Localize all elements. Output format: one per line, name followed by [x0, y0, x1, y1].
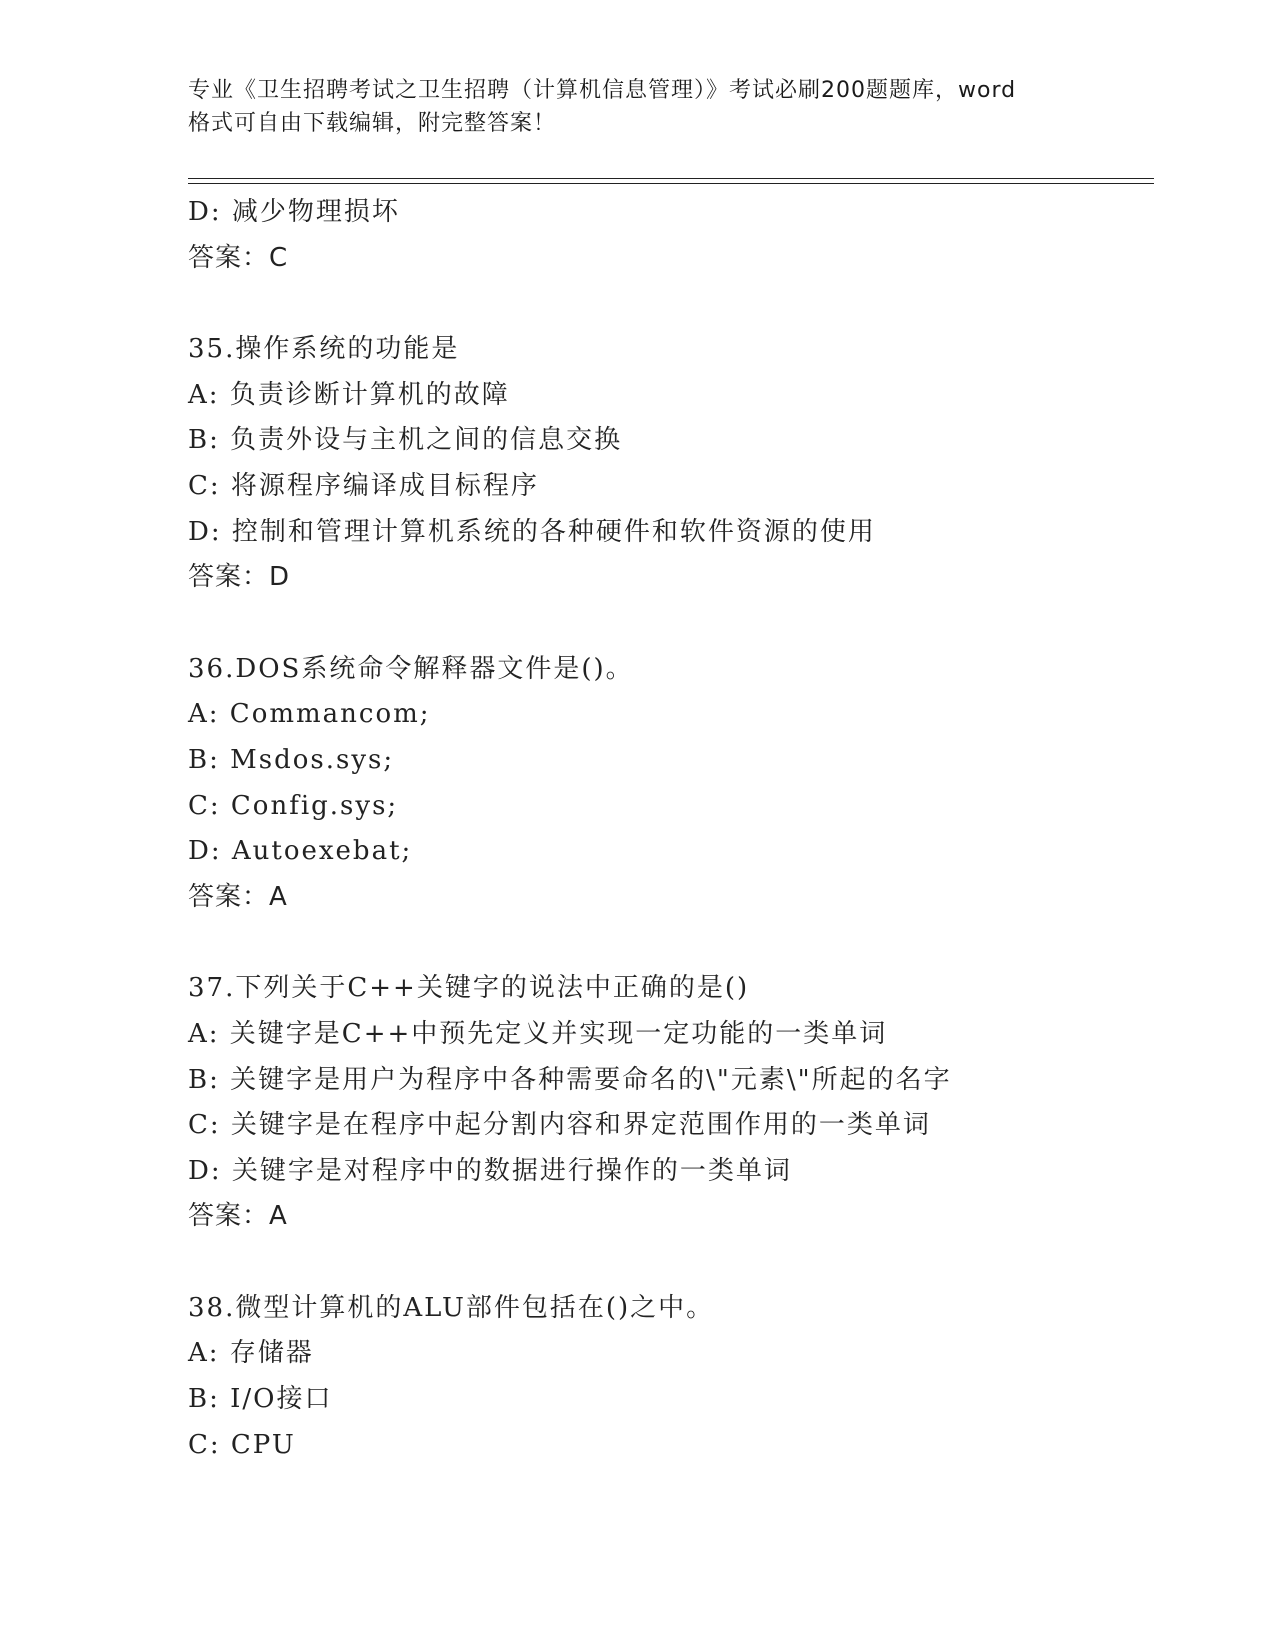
option-d: D: Autoexebat;: [188, 836, 413, 867]
document-body: [188, 190, 1148, 1468]
answer-value: D: [269, 562, 290, 593]
answer-value: A: [269, 1201, 287, 1232]
option-a: A: Commancom;: [188, 699, 431, 730]
option-b: B: 关键字是用户为程序中各种需要命名的\"元素\"所起的名字: [188, 1064, 952, 1095]
answer-value: C: [269, 242, 288, 273]
question-answer: [188, 875, 1148, 921]
option-b: B: I/O接口: [188, 1384, 333, 1415]
question-stem: 38.微型计算机的ALU部件包括在()之中。: [188, 1292, 715, 1323]
option-b: B: 负责外设与主机之间的信息交换: [188, 425, 623, 456]
header-rule-top: [188, 178, 1154, 179]
answer-label: 答案：: [188, 1201, 270, 1232]
question-answer: [188, 1194, 1148, 1240]
document-header: [188, 74, 1088, 140]
spacer: [188, 920, 1148, 966]
header-rule-bottom: [188, 183, 1154, 184]
header-line-1: 专业《卫生招聘考试之卫生招聘（计算机信息管理）》考试必刷200题题库，word: [188, 78, 1017, 103]
option-a: A: 负责诊断计算机的故障: [188, 379, 510, 410]
spacer: [188, 1240, 1148, 1286]
question-answer: [188, 555, 1148, 601]
option-a: A: 存储器: [188, 1338, 314, 1369]
prev-question-option-d: D: 减少物理损坏: [188, 197, 400, 227]
question-stem: 37.下列关于C++关键字的说法中正确的是(): [188, 973, 750, 1004]
question-37: [188, 966, 1148, 1240]
header-line-2: 格式可自由下载编辑，附完整答案！: [188, 111, 557, 136]
option-c: C: CPU: [188, 1429, 296, 1460]
question-stem: 35.操作系统的功能是: [188, 334, 460, 365]
option-c: C: 将源程序编译成目标程序: [188, 470, 539, 501]
answer-value: A: [269, 881, 287, 912]
prev-question-answer: [188, 236, 1148, 282]
answer-label: 答案：: [188, 562, 270, 593]
option-a: A: 关键字是C++中预先定义并实现一定功能的一类单词: [188, 1018, 888, 1049]
spacer: [188, 281, 1148, 327]
spacer: [188, 601, 1148, 647]
option-c: C: Config.sys;: [188, 790, 399, 821]
answer-label: 答案：: [188, 881, 270, 912]
question-38: [188, 1286, 1148, 1468]
question-stem: 36.DOS系统命令解释器文件是()。: [188, 653, 634, 684]
option-d: D: 控制和管理计算机系统的各种硬件和软件资源的使用: [188, 516, 876, 547]
answer-label: 答案：: [188, 242, 270, 273]
option-d: D: 关键字是对程序中的数据进行操作的一类单词: [188, 1155, 792, 1186]
option-c: C: 关键字是在程序中起分割内容和界定范围作用的一类单词: [188, 1110, 931, 1141]
question-35: [188, 327, 1148, 601]
question-36: [188, 647, 1148, 921]
option-b: B: Msdos.sys;: [188, 744, 395, 775]
